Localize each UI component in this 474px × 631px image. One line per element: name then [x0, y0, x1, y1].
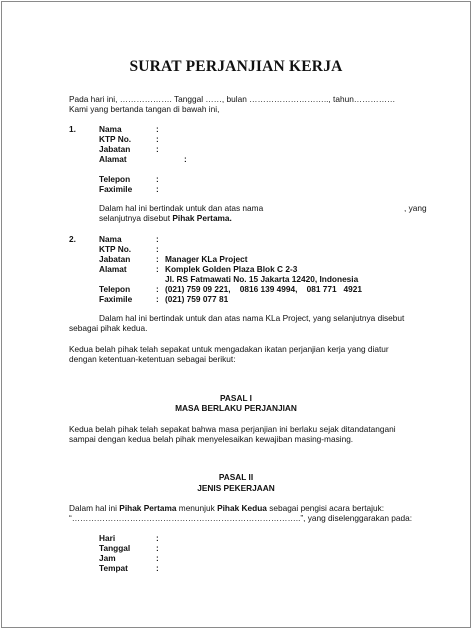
party1-label-ktp: KTP No. — [99, 134, 132, 144]
party1-statement-end: , yang — [404, 203, 427, 213]
party1-colon: : — [156, 124, 159, 134]
intro-line: Kami yang bertanda tangan di bawah ini, — [69, 104, 220, 114]
pasal1-heading: PASAL I — [220, 393, 252, 403]
party2-value-telepon: (021) 759 09 221, 0816 139 4994, 081 771 4921 — [165, 284, 362, 294]
party2-label-nama: Nama — [99, 234, 122, 244]
party1-label-nama: Nama — [99, 124, 122, 134]
party2-colon: : — [156, 234, 159, 244]
party2-value-faximile: (021) 759 077 81 — [165, 294, 229, 304]
pasal2-label-tanggal: Tanggal — [99, 543, 131, 553]
party2-colon: : — [156, 294, 159, 304]
party2-label-telepon: Telepon — [99, 284, 131, 294]
party1-designation: selanjutnya disebut Pihak Pertama. — [99, 213, 232, 223]
party2-colon: : — [156, 244, 159, 254]
party2-colon: : — [156, 264, 159, 274]
party2-statement-line2: sebagai pihak kedua. — [69, 323, 148, 333]
party2-statement: Dalam hal ini bertindak untuk dan atas nama KLa Project, yang selanjutnya disebut — [99, 313, 405, 323]
party1-label-faximile: Faximile — [99, 184, 133, 194]
pasal2-label-tempat: Tempat — [99, 563, 128, 573]
pasal2-colon: : — [156, 543, 159, 553]
party2-label-jabatan: Jabatan — [99, 254, 131, 264]
party1-label-telepon: Telepon — [99, 174, 131, 184]
party2-value-alamat: Komplek Golden Plaza Blok C 2-3 — [165, 264, 298, 274]
pasal2-label-jam: Jam — [99, 553, 116, 563]
pasal2-label-hari: Hari — [99, 533, 116, 543]
pasal2-body-line2: “………………………………………………………………………..”, yang diselenggarakan pada: — [69, 513, 413, 523]
party1-colon: : — [156, 134, 159, 144]
party1-statement: Dalam hal ini bertindak untuk dan atas nama — [99, 203, 264, 213]
party1-label-jabatan: Jabatan — [99, 144, 131, 154]
party2-label-alamat: Alamat — [99, 264, 127, 274]
pasal2-colon: : — [156, 563, 159, 573]
party2-value-jabatan: Manager KLa Project — [165, 254, 248, 264]
party2-label-ktp: KTP No. — [99, 244, 132, 254]
pasal1-subheading: MASA BERLAKU PERJANJIAN — [175, 403, 297, 413]
agreement-intro-line2: dengan ketentuan-ketentuan sebagai berikut: — [69, 354, 236, 364]
party2-colon: : — [156, 254, 159, 264]
party2-label-faximile: Faximile — [99, 294, 133, 304]
party1-label-alamat: Alamat — [99, 154, 127, 164]
pasal2-colon: : — [156, 533, 159, 543]
pasal1-body: Kedua belah pihak telah sepakat bahwa masa perjanjian ini berlaku sejak ditandatangani — [69, 424, 396, 434]
pasal1-body-line2: sampai dengan kedua belah pihak menyelesaikan kewajiban masing-masing. — [69, 434, 354, 444]
agreement-intro: Kedua belah pihak telah sepakat untuk mengadakan ikatan perjanjian kerja yang diatur — [69, 344, 389, 354]
party1-colon: : — [184, 154, 187, 164]
party2-value-alamat-line2: Jl. RS Fatmawati No. 15 Jakarta 12420, Indonesia — [165, 274, 359, 284]
pasal2-heading: PASAL II — [218, 472, 254, 482]
party1-colon: : — [156, 144, 159, 154]
intro-date-line: Pada hari ini, ………………. Tanggal ……, bulan ……………………….., tahun…………… — [69, 94, 396, 104]
party1-number: 1. — [69, 124, 76, 134]
party2-colon: : — [156, 284, 159, 294]
pasal2-subheading: JENIS PEKERJAAN — [197, 483, 275, 493]
party1-colon: : — [156, 184, 159, 194]
pasal2-body: Dalam hal ini Pihak Pertama menunjuk Pihak Kedua sebagai pengisi acara bertajuk: — [69, 503, 385, 513]
pasal2-colon: : — [156, 553, 159, 563]
party1-colon: : — [156, 174, 159, 184]
document-title: SURAT PERJANJIAN KERJA — [129, 58, 343, 75]
document-page — [1, 1, 471, 628]
party2-number: 2. — [69, 234, 76, 244]
